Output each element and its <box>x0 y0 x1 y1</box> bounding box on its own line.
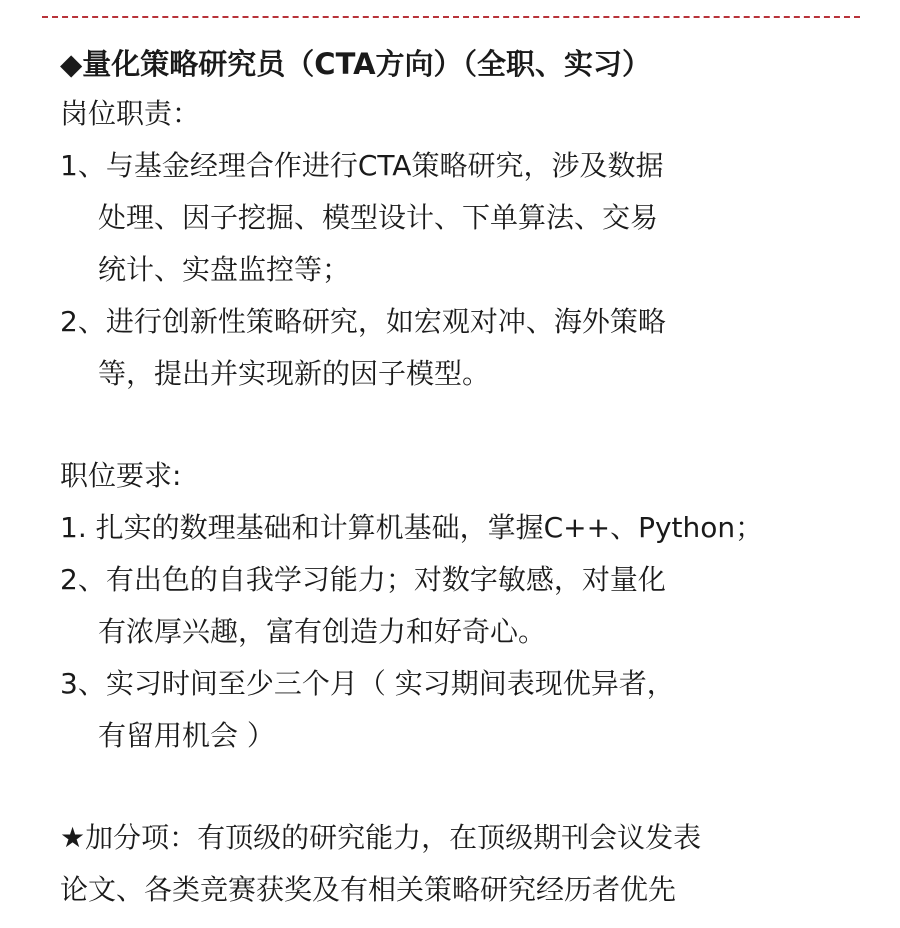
responsibility-2-line-2: 等，提出并实现新的因子模型。 <box>98 357 491 390</box>
dashed-divider <box>42 16 860 18</box>
requirement-2-line-1: 2、有出色的自我学习能力；对数字敏感，对量化 <box>60 563 666 596</box>
bonus-section <box>60 812 880 916</box>
responsibility-1-line-1: 1、与基金经理合作进行CTA策略研究，涉及数据 <box>60 149 664 182</box>
requirements-label: 职位要求: <box>60 459 182 492</box>
bonus-line-2: 论文、各类竞赛获奖及有相关策略研究经历者优先 <box>60 873 677 906</box>
responsibility-1-line-3: 统计、实盘监控等； <box>98 253 351 286</box>
bonus-line-1: ★加分项：有顶级的研究能力，在顶级期刊会议发表 <box>60 821 702 854</box>
responsibility-item-1 <box>60 140 880 296</box>
requirement-item-2 <box>60 554 880 658</box>
job-posting <box>60 40 880 916</box>
requirement-item-3 <box>60 658 880 762</box>
responsibilities-label: 岗位职责： <box>60 97 201 130</box>
requirement-3-line-1: 3、实习时间至少三个月（ 实习期间表现优异者， <box>60 667 675 700</box>
requirement-3-line-2: 有留用机会 ） <box>98 719 275 752</box>
requirement-1-line-1: 1. 扎实的数理基础和计算机基础，掌握C++、Python； <box>60 511 764 544</box>
responsibility-1-line-2: 处理、因子挖掘、模型设计、下单算法、交易 <box>98 201 659 234</box>
responsibility-item-2 <box>60 296 880 400</box>
section-spacer <box>60 762 880 812</box>
section-spacer <box>60 400 880 450</box>
position-title: ◆量化策略研究员（CTA方向）（全职、实习） <box>60 47 652 81</box>
responsibility-2-line-1: 2、进行创新性策略研究，如宏观对冲、海外策略 <box>60 305 666 338</box>
requirement-item-1 <box>60 502 880 554</box>
requirement-2-line-2: 有浓厚兴趣，富有创造力和好奇心。 <box>98 615 547 648</box>
